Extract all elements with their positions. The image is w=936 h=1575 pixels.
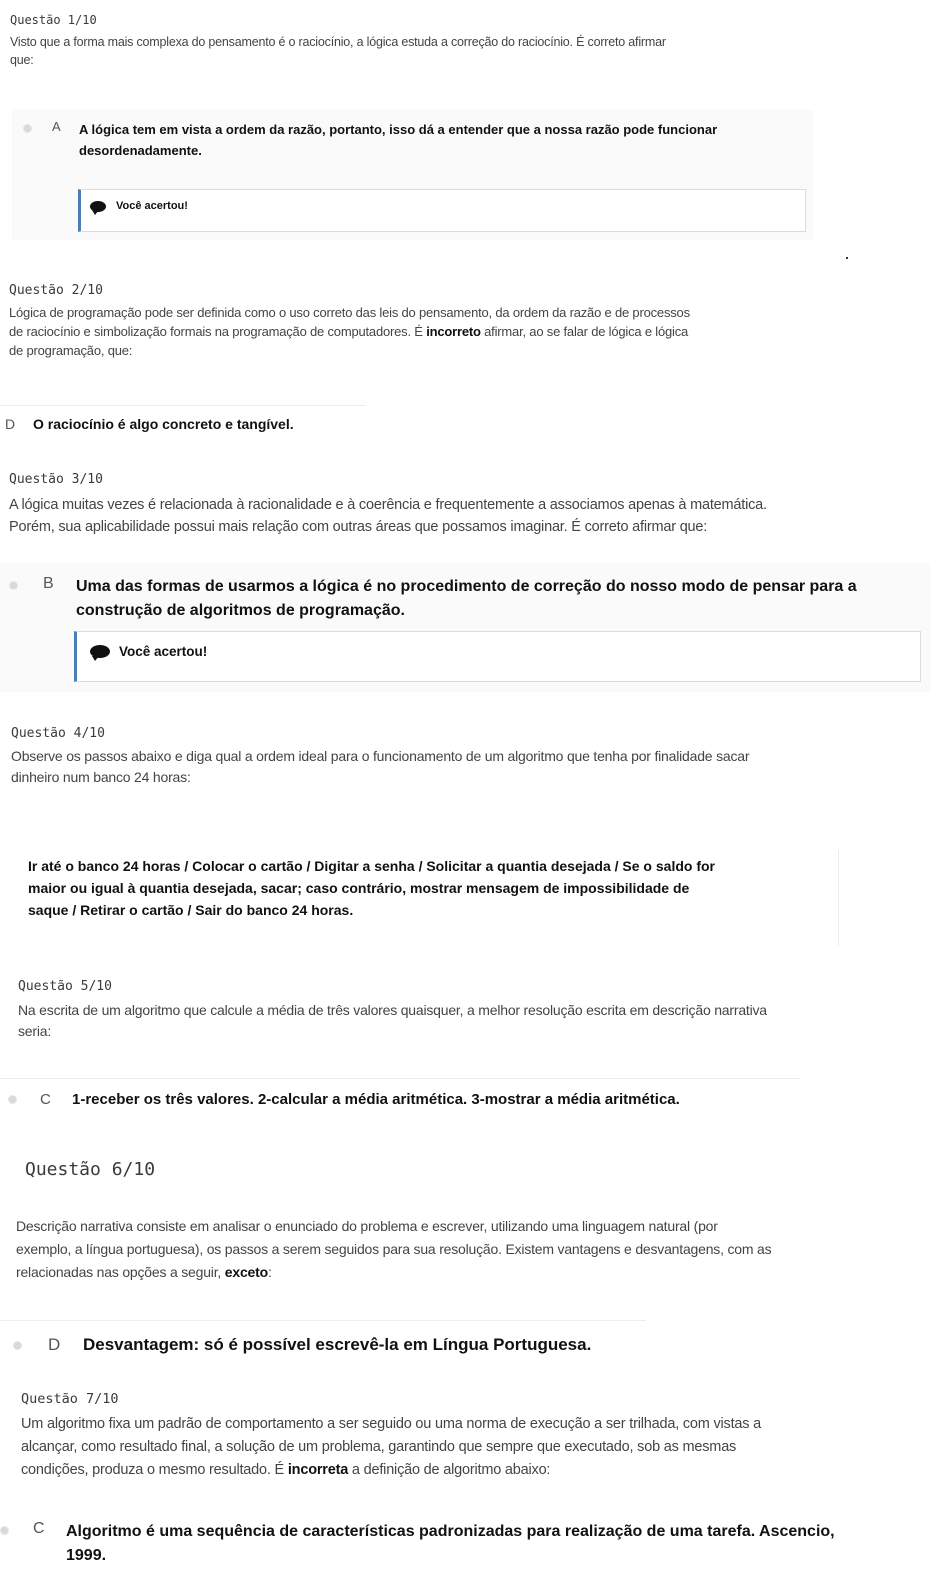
question-3-radio[interactable] <box>9 581 18 590</box>
question-1-radio[interactable] <box>23 124 32 133</box>
question-7-text-line: Um algoritmo fixa um padrão de comportamento a ser seguido ou uma norma de execução a ser trilhada, com vistas a <box>21 1416 762 1432</box>
question-2-answer-letter: D <box>5 416 16 432</box>
question-7-answer-text <box>66 1520 835 1568</box>
question-2-text-line: de raciocínio e simbolização formais na programação de computadores. É incorreto afirmar, ao se falar de lógica e lógica <box>9 324 689 339</box>
question-6-text-line: exemplo, a língua portuguesa), os passos a serem seguidos para sua resolução. Existem vantagens e desvantagens, com as <box>16 1241 772 1257</box>
question-3-feedback-text: Você acertou! <box>119 644 208 659</box>
question-5-answer-letter: C <box>40 1091 51 1108</box>
question-3-text-line: A lógica muitas vezes é relacionada à racionalidade e à coerência e frequentemente a associamos apenas à matemática. <box>9 497 767 513</box>
question-7-header: Questão 7/10 <box>21 1391 119 1407</box>
question-3-answer-line: Uma das formas de usarmos a lógica é no procedimento de correção do nosso modo de pensar para a <box>76 578 857 595</box>
question-2-divider <box>0 405 366 406</box>
question-4-answer-line: saque / Retirar o cartão / Sair do banco 24 horas. <box>28 902 354 918</box>
question-1-text <box>10 33 666 69</box>
question-6-radio[interactable] <box>13 1341 22 1350</box>
question-4-divider <box>838 850 839 946</box>
question-6-header: Questão 6/10 <box>25 1159 156 1180</box>
question-1-header: Questão 1/10 <box>10 13 97 27</box>
question-3-answer-letter: B <box>43 575 54 592</box>
question-3-answer-text <box>76 575 857 623</box>
question-5-header: Questão 5/10 <box>18 979 112 994</box>
speech-bubble-icon <box>90 645 110 658</box>
question-3-text <box>9 494 767 538</box>
question-1-text-line: que: <box>10 53 34 67</box>
question-7-text-line: alcançar, como resultado final, a solução de um problema, garantindo que sempre que executado, sob as mesmas <box>21 1439 737 1455</box>
question-1-answer-line: A lógica tem em vista a ordem da razão, portanto, isso dá a entender que a nossa razão pode funcionar <box>79 122 718 137</box>
question-6-answer-text: Desvantagem: só é possível escrevê-la em Língua Portuguesa. <box>83 1335 592 1354</box>
question-6-answer-letter: D <box>48 1335 61 1354</box>
question-4-answer-line: Ir até o banco 24 horas / Colocar o cartão / Digitar a senha / Solicitar a quantia desejada / Se o saldo for <box>28 858 715 874</box>
question-5-text-line: Na escrita de um algoritmo que calcule a média de três valores quaisquer, a melhor resolução escrita em descrição narrativa <box>18 1002 767 1018</box>
question-7-text-line: condições, produza o mesmo resultado. É incorreta a definição de algoritmo abaixo: <box>21 1462 551 1478</box>
question-2-answer-text: O raciocínio é algo concreto e tangível. <box>33 416 294 432</box>
question-1-answer-text <box>79 119 717 161</box>
question-2-text <box>9 303 690 360</box>
emphasis-incorreto: incorreto <box>426 324 481 339</box>
question-6-text-line: Descrição narrativa consiste em analisar o enunciado do problema e escrever, utilizando uma linguagem natural (por <box>16 1218 718 1234</box>
emphasis-exceto: exceto <box>224 1264 268 1280</box>
question-1-text-line: Visto que a forma mais complexa do pensamento é o raciocínio, a lógica estuda a correção do raciocínio. É correto afirmar <box>10 35 666 49</box>
question-7-text <box>21 1413 761 1482</box>
question-7-answer-line: Algoritmo é uma sequência de características padronizadas para realização de uma tarefa. Ascencio, <box>66 1523 835 1540</box>
emphasis-incorreta: incorreta <box>287 1462 349 1478</box>
question-6-text <box>16 1215 771 1284</box>
question-2-header: Questão 2/10 <box>9 283 103 298</box>
question-2-text-line: de programação, que: <box>9 343 133 358</box>
question-4-answer-text <box>28 855 715 921</box>
question-6-divider <box>0 1320 646 1321</box>
question-6-text-line: relacionadas nas opções a seguir, exceto: <box>16 1264 272 1280</box>
question-4-text-line: Observe os passos abaixo e diga qual a ordem ideal para o funcionamento de um algoritmo que tenha por finalidade sacar <box>11 748 750 764</box>
question-3-text-line: Porém, sua aplicabilidade possui mais relação com outras áreas que possamos imaginar. É correto afirmar que: <box>9 519 708 535</box>
question-7-radio[interactable] <box>0 1526 9 1535</box>
question-3-header: Questão 3/10 <box>9 472 103 487</box>
question-5-divider <box>0 1078 800 1079</box>
question-5-text-line: seria: <box>18 1023 52 1039</box>
question-5-text <box>18 1000 767 1042</box>
question-1-answer-line: desordenadamente. <box>79 143 202 158</box>
question-4-text-line: dinheiro num banco 24 horas: <box>11 769 191 785</box>
question-1-answer-letter: A <box>52 119 61 134</box>
question-7-answer-line: 1999. <box>66 1547 107 1564</box>
speech-bubble-icon <box>90 201 106 212</box>
question-7-answer-letter: C <box>33 1520 45 1537</box>
question-5-radio[interactable] <box>8 1095 17 1104</box>
question-4-header: Questão 4/10 <box>11 726 105 741</box>
dot-mark <box>846 257 848 259</box>
question-4-answer-line: maior ou igual à quantia desejada, sacar; caso contrário, mostrar mensagem de impossibilidade de <box>28 880 690 896</box>
question-4-text <box>11 746 749 788</box>
question-5-answer-text: 1-receber os três valores. 2-calcular a média aritmética. 3-mostrar a média aritmética. <box>72 1091 680 1108</box>
question-1-feedback-text: Você acertou! <box>116 200 188 212</box>
question-2-text-line: Lógica de programação pode ser definida como o uso correto das leis do pensamento, da ordem da razão e de processos <box>9 305 690 320</box>
question-3-answer-line: construção de algoritmos de programação. <box>76 602 405 619</box>
